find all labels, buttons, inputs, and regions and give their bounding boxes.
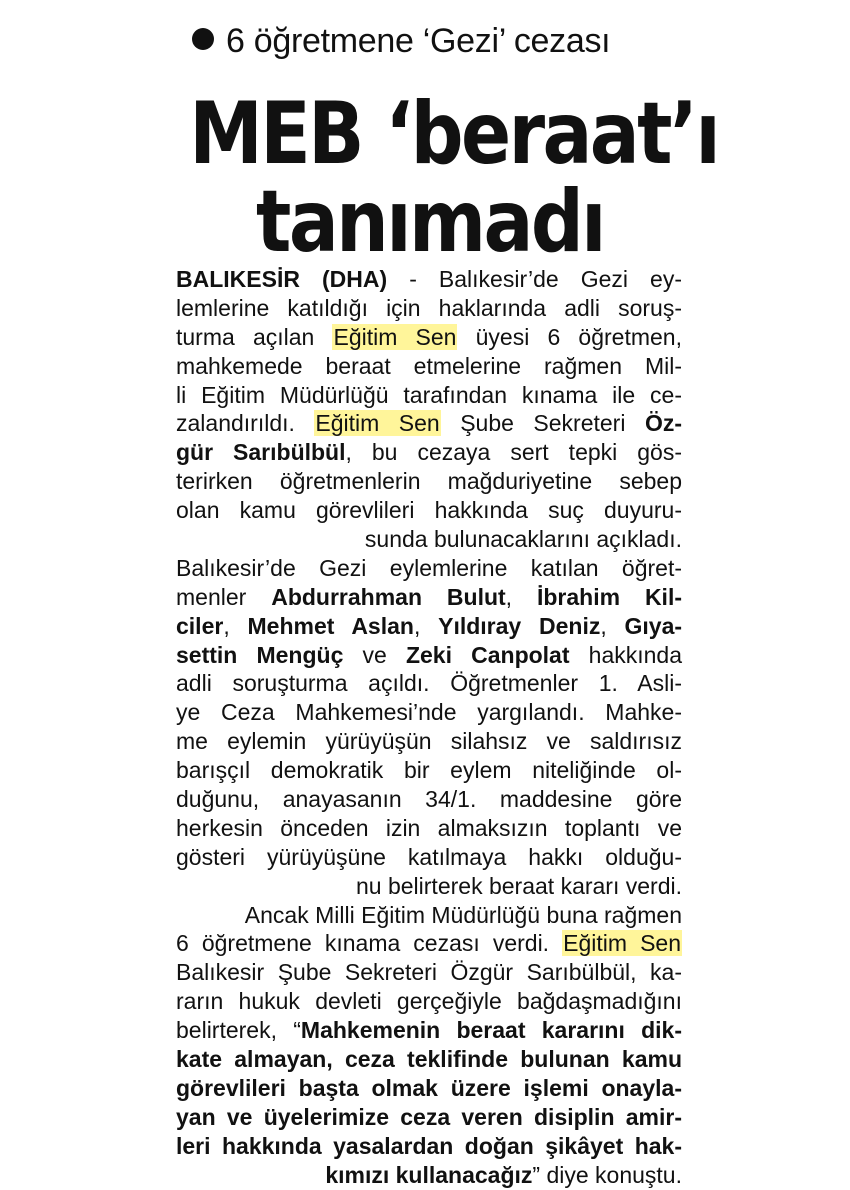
article-line <box>176 901 682 930</box>
text-segment: olan kamu görevlileri hakkında suç duyuru- <box>176 497 682 524</box>
text-segment: terirken öğretmenlerin mağduriyetine sebep <box>176 468 682 495</box>
text-segment: barışçıl demokratik bir eylem niteliğinde ol- <box>176 757 682 784</box>
article-line <box>176 756 682 785</box>
bold-text: kımızı kullanacağız <box>325 1161 533 1188</box>
bold-text: gür Sarıbülbül <box>176 439 346 466</box>
article-line <box>176 1074 682 1103</box>
text-segment: me eylemin yürüyüşün silahsız ve saldırısız <box>176 728 682 755</box>
text-segment: rarın hukuk devleti gerçeğiyle bağdaşmadığını <box>176 988 682 1015</box>
bullet-dot-icon <box>192 28 214 50</box>
bold-text: Mehmet Aslan <box>247 612 414 639</box>
text-segment: Balıkesir’de Gezi eylemlerine katılan öğret- <box>176 554 682 581</box>
article-line <box>176 381 682 410</box>
article-line <box>176 785 682 814</box>
highlighted-text: Eğitim Sen <box>333 323 457 350</box>
bold-text: görevlileri başta olmak üzere işlemi onayla- <box>176 1074 682 1101</box>
bold-text: Mahkemenin beraat kararını dik- <box>300 1017 682 1044</box>
article-line <box>176 987 682 1016</box>
article-line <box>176 698 682 727</box>
text-segment: belirterek, “ <box>176 1017 301 1044</box>
article-line <box>176 843 682 872</box>
text-segment: menler <box>176 583 272 610</box>
text-segment: Balıkesir Şube Sekreteri Özgür Sarıbülbül, ka- <box>176 959 682 986</box>
article-line <box>176 438 682 467</box>
bold-text: settin Mengüç <box>176 641 344 668</box>
article-line <box>176 1103 682 1132</box>
article-line <box>176 641 682 670</box>
bold-text: leri hakkında yasalardan doğan şikâyet hak- <box>176 1132 682 1159</box>
text-segment: hakkında <box>569 641 683 668</box>
bold-text: Öz- <box>644 410 683 437</box>
text-segment: ve <box>343 641 406 668</box>
bold-text: Zeki Canpolat <box>405 641 570 668</box>
text-segment: turma açılan <box>176 323 333 350</box>
article-line <box>176 929 682 958</box>
kicker <box>192 18 672 64</box>
article-line <box>176 958 682 987</box>
text-segment: adli soruşturma açıldı. Öğretmenler 1. Asli- <box>176 670 682 697</box>
article-line <box>176 669 682 698</box>
article-line <box>176 265 682 294</box>
bold-text: kate almayan, ceza teklifinde bulunan kamu <box>176 1046 682 1073</box>
text-segment: Ancak Milli Eğitim Müdürlüğü buna rağmen <box>244 901 682 928</box>
article-line <box>176 1045 682 1074</box>
bold-text: İbrahim Kil- <box>536 583 682 610</box>
bold-text: Abdurrahman Bulut <box>271 583 506 610</box>
article-line <box>176 872 682 901</box>
article-line <box>176 323 682 352</box>
article-line <box>176 496 682 525</box>
text-segment: lemlerine katıldığı için haklarında adli soruş- <box>176 294 682 321</box>
headline-line-1: MEB ‘beraat’ı <box>189 84 719 184</box>
text-segment: , <box>505 583 537 610</box>
text-segment: 6 öğretmene kınama cezası verdi. <box>176 930 563 957</box>
text-segment: üyesi 6 öğretmen, <box>457 323 682 350</box>
bold-text: Yıldıray Deniz <box>438 612 601 639</box>
text-segment: - Balıkesir’de Gezi ey- <box>387 266 682 292</box>
article-body <box>176 265 682 1190</box>
article-line <box>176 727 682 756</box>
kicker-text: 6 öğretmene ‘Gezi’ cezası <box>226 22 611 60</box>
article-line <box>176 467 682 496</box>
article-line <box>176 554 682 583</box>
text-segment: duğunu, anayasanın 34/1. maddesine göre <box>176 786 682 813</box>
article-line <box>176 294 682 323</box>
article-line <box>176 1161 682 1190</box>
text-segment: herkesin önceden izin almaksızın toplantı ve <box>176 814 682 841</box>
text-segment: , bu cezaya sert tepki gös- <box>345 439 682 466</box>
article-line <box>176 612 682 641</box>
bold-text: Gıya- <box>624 612 683 639</box>
text-segment: gösteri yürüyüşüne katılmaya hakkı olduğu- <box>176 843 682 870</box>
article-line <box>176 1016 682 1045</box>
text-segment: Şube Sekreteri <box>440 410 645 437</box>
text-segment: nu belirterek beraat kararı verdi. <box>356 872 682 899</box>
text-segment: , <box>413 612 439 639</box>
text-segment: li Eğitim Müdürlüğü tarafından kınama ile ce- <box>176 381 682 408</box>
highlighted-text: Eğitim Sen <box>563 930 681 957</box>
article-line <box>176 814 682 843</box>
article-line <box>176 583 682 612</box>
text-segment: sunda bulunacaklarını açıkladı. <box>364 526 682 553</box>
text-segment: mahkemede beraat etmelerine rağmen Mil- <box>176 352 682 379</box>
headline-line-2: tanımadı <box>256 172 604 272</box>
text-segment: ” diye konuştu. <box>532 1161 682 1188</box>
bold-text: ciler <box>176 612 224 639</box>
bold-text: BALIKESİR (DHA) <box>176 266 388 292</box>
text-segment: ye Ceza Mahkemesi’nde yargılandı. Mahke- <box>176 699 682 726</box>
highlighted-text: Eğitim Sen <box>315 410 440 437</box>
article-line <box>176 525 682 554</box>
article-line <box>176 352 682 381</box>
text-segment: , <box>600 612 625 639</box>
text-segment: , <box>223 612 248 639</box>
article-line <box>176 1132 682 1161</box>
bold-text: yan ve üyelerimize ceza veren disiplin amir- <box>176 1103 682 1130</box>
article-line <box>176 409 682 438</box>
text-segment: zalandırıldı. <box>176 410 315 437</box>
